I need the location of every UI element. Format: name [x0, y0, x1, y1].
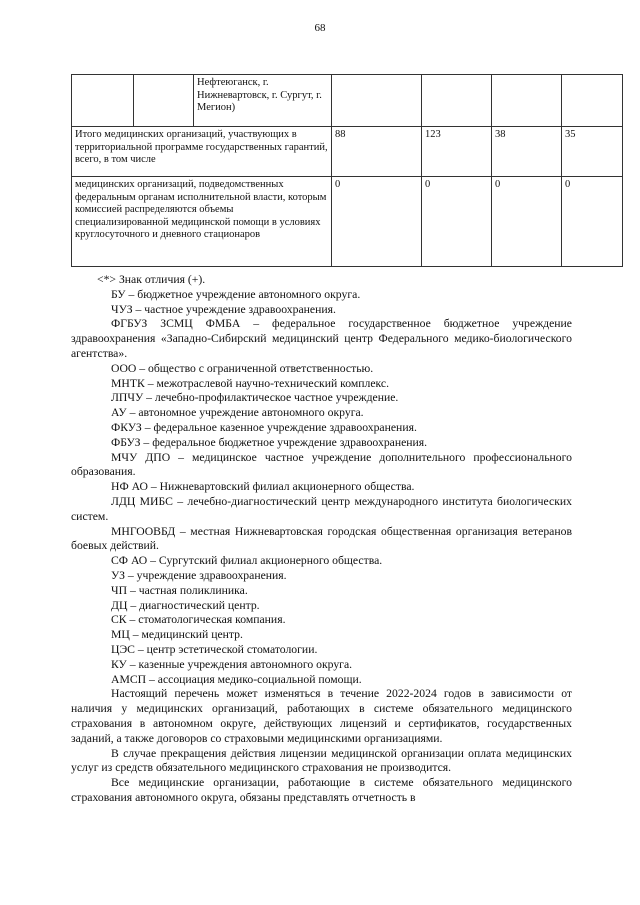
organizations-table: [71, 74, 623, 267]
abbreviation-note: МЦ – медицинский центр.: [111, 628, 243, 642]
table-cell-locations: Нефтеюганск, г. Нижневартовск, г. Сургут, г. Мегион): [194, 75, 332, 127]
body-paragraph: В случае прекращения действия лицензии медицинской организации оплата медицинских услуг из средств обязательного медицинского страхования не производится.: [71, 746, 572, 775]
table-cell: [72, 75, 134, 127]
abbreviation-note: МНТК – межотраслевой научно-технический комплекс.: [111, 376, 390, 390]
abbreviation-note: ЦЭС – центр эстетической стоматологии.: [111, 642, 318, 656]
abbreviation-note: БУ – бюджетное учреждение автономного округа.: [111, 287, 361, 301]
abbreviation-note: НФ АО – Нижневартовский филиал акционерного общества.: [111, 480, 415, 494]
abbreviation-note: АУ – автономное учреждение автономного округа.: [111, 406, 364, 420]
abbreviation-note: ФБУЗ – федеральное бюджетное учреждение здравоохранения.: [111, 435, 428, 449]
value-cell: 88: [332, 127, 422, 177]
body-paragraph: Настоящий перечень может изменяться в течение 2022-2024 годов в зависимости от наличия у медицинских организаций, работающих в системе обязательного медицинского страхования в автономном округе, действующих лицензий и сертификатов, государственных заданий, а также договоров со страховыми медицинскими организациями.: [71, 687, 572, 745]
table-row: [72, 75, 623, 127]
abbreviation-note: СФ АО – Сургутский филиал акционерного общества.: [111, 554, 383, 568]
abbreviation-note: ФКУЗ – федеральное казенное учреждение здравоохранения.: [111, 420, 417, 434]
body-paragraph: Все медицинские организации, работающие в системе обязательного медицинского страхования автономного округа, обязаны представлять отчетность в: [71, 776, 572, 804]
table-cell: [134, 75, 194, 127]
value-cell: 0: [562, 177, 623, 267]
table-cell: [562, 75, 623, 127]
page-number: 68: [314, 22, 326, 34]
value-cell: 38: [492, 127, 562, 177]
table-cell: [422, 75, 492, 127]
table-cell: [492, 75, 562, 127]
abbreviation-note: ФГБУЗ ЗСМЦ ФМБА – федеральное государственное бюджетное учреждение здравоохранения «Западно-Сибирский медицинский центр Федерального медико-биологического агентства».: [71, 317, 572, 360]
footnote-mark: <*> Знак отличия (+).: [97, 273, 206, 286]
value-cell: 0: [422, 177, 492, 267]
value-cell: 35: [562, 127, 623, 177]
row-label-total: Итого медицинских организаций, участвующих в территориальной программе государственных гарантий, всего, в том числе: [72, 127, 332, 177]
value-cell: 0: [332, 177, 422, 267]
abbreviation-note: ЧУЗ – частное учреждение здравоохранения.: [111, 302, 336, 316]
abbreviation-note: ЛПЧУ – лечебно-профилактическое частное учреждение.: [111, 391, 399, 405]
value-cell: 123: [422, 127, 492, 177]
value-cell: 0: [492, 177, 562, 267]
table-row-federal: [72, 177, 623, 267]
table-cell: [332, 75, 422, 127]
notes-block: [71, 273, 572, 806]
table-row-total: [72, 127, 623, 177]
abbreviation-note: СК – стоматологическая компания.: [111, 613, 286, 627]
abbreviation-note: МЧУ ДПО – медицинское частное учреждение дополнительного профессионального образования.: [71, 450, 572, 479]
abbreviation-note: ЛДЦ МИБС – лечебно-диагностический центр международного института биологических систем.: [71, 494, 572, 523]
abbreviation-note: МНГООВБД – местная Нижневартовская городская общественная организация ветеранов боевых действий.: [71, 524, 572, 553]
abbreviation-note: УЗ – учреждение здравоохранения.: [111, 568, 287, 582]
abbreviation-note: ООО – общество с ограниченной ответственностью.: [111, 361, 374, 375]
abbreviation-note: КУ – казенные учреждения автономного округа.: [111, 657, 353, 671]
row-label-federal: медицинских организаций, подведомственных федеральным органам исполнительной власти, которым комиссией распределяются объемы специализированной медицинской помощи в условиях круглосуточного и дневного стационаров: [72, 177, 332, 267]
abbreviation-note: ЧП – частная поликлиника.: [111, 583, 248, 597]
abbreviation-note: АМСП – ассоциация медико-социальной помощи.: [111, 672, 362, 686]
abbreviation-note: ДЦ – диагностический центр.: [111, 598, 260, 612]
